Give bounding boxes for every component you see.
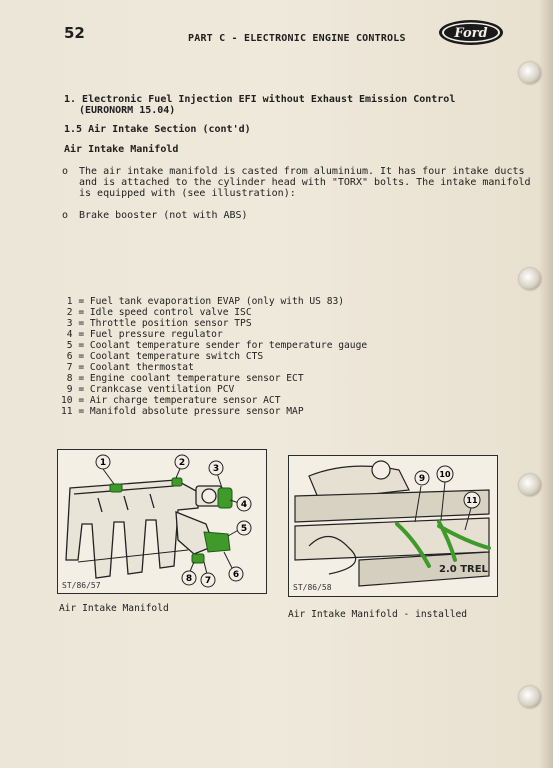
legend-item: 9 = Crankcase ventilation PCV xyxy=(61,384,235,395)
callout-4 xyxy=(237,497,251,511)
topic-heading: Air Intake Manifold xyxy=(64,144,179,155)
figure-intake-manifold xyxy=(57,449,267,594)
binder-hole xyxy=(519,686,541,708)
svg-text:6: 6 xyxy=(232,570,240,580)
callout-3 xyxy=(209,461,223,475)
svg-text:9: 9 xyxy=(418,474,426,484)
legend-item: 2 = Idle speed control valve ISC xyxy=(61,307,252,318)
figure-ref: ST/86/57 xyxy=(62,581,101,590)
legend-item: 3 = Throttle position sensor TPS xyxy=(61,318,252,329)
legend-item: 10 = Air charge temperature sensor ACT xyxy=(61,395,281,406)
bullet-mark: o xyxy=(62,210,69,221)
binder-hole xyxy=(519,62,541,84)
callout-7 xyxy=(201,573,215,587)
legend-item: 1 = Fuel tank evaporation EVAP (only with US 83) xyxy=(61,296,345,307)
callout-11 xyxy=(464,492,480,508)
svg-text:4: 4 xyxy=(240,500,248,510)
legend-item: 8 = Engine coolant temperature sensor ECT xyxy=(61,373,304,384)
svg-text:2: 2 xyxy=(178,458,186,468)
bullet-text-line: and is attached to the cylinder head with "TORX" bolts. The intake manifold xyxy=(79,177,531,188)
binder-hole xyxy=(519,474,541,496)
svg-text:5: 5 xyxy=(240,524,248,534)
bullet-text-line: is equipped with (see illustration): xyxy=(79,188,296,199)
figure-ref: ST/86/58 xyxy=(293,583,332,592)
bullet-text-line: The air intake manifold is casted from aluminium. It has four intake ducts xyxy=(79,166,525,177)
bullet-mark: o xyxy=(62,166,69,177)
ford-logo xyxy=(438,19,504,46)
subsection-heading: 1.5 Air Intake Section (cont'd) xyxy=(64,124,251,135)
callout-2 xyxy=(175,455,189,469)
page-number: 52 xyxy=(64,24,85,42)
legend-item: 6 = Coolant temperature switch CTS xyxy=(61,351,264,362)
legend-item: 4 = Fuel pressure regulator xyxy=(61,329,223,340)
ford-logo-text: Ford xyxy=(454,26,488,41)
binder-hole xyxy=(519,268,541,290)
callout-5 xyxy=(237,521,251,535)
figure-caption-right: Air Intake Manifold - installed xyxy=(288,609,468,620)
legend-item: 5 = Coolant temperature sender for temperature gauge xyxy=(61,340,368,351)
svg-text:8: 8 xyxy=(185,574,193,584)
svg-text:7: 7 xyxy=(204,576,212,586)
engine-bay-drawing xyxy=(295,461,489,586)
svg-text:1: 1 xyxy=(99,458,107,468)
svg-text:10: 10 xyxy=(439,470,451,479)
section-heading: 1. Electronic Fuel Injection EFI without Exhaust Emission Control xyxy=(64,94,456,105)
page-edge-shadow xyxy=(539,0,553,768)
svg-text:11: 11 xyxy=(466,496,478,505)
callout-9 xyxy=(415,471,429,485)
callout-8 xyxy=(182,571,196,585)
engine-label: 2.0 TREL xyxy=(439,564,488,575)
figure-caption-left: Air Intake Manifold xyxy=(59,603,169,614)
svg-text:3: 3 xyxy=(212,464,220,474)
callout-1 xyxy=(96,455,110,469)
figure-intake-manifold-installed xyxy=(288,455,498,597)
bullet-text-brake-booster: Brake booster (not with ABS) xyxy=(79,210,248,221)
legend-item: 7 = Coolant thermostat xyxy=(61,362,194,373)
legend-item: 11 = Manifold absolute pressure sensor MAP xyxy=(61,406,304,417)
callout-6 xyxy=(229,567,243,581)
header-title: PART C - ELECTRONIC ENGINE CONTROLS xyxy=(188,33,406,44)
callout-10 xyxy=(437,466,453,482)
section-heading-standard: (EURONORM 15.04) xyxy=(79,105,176,116)
